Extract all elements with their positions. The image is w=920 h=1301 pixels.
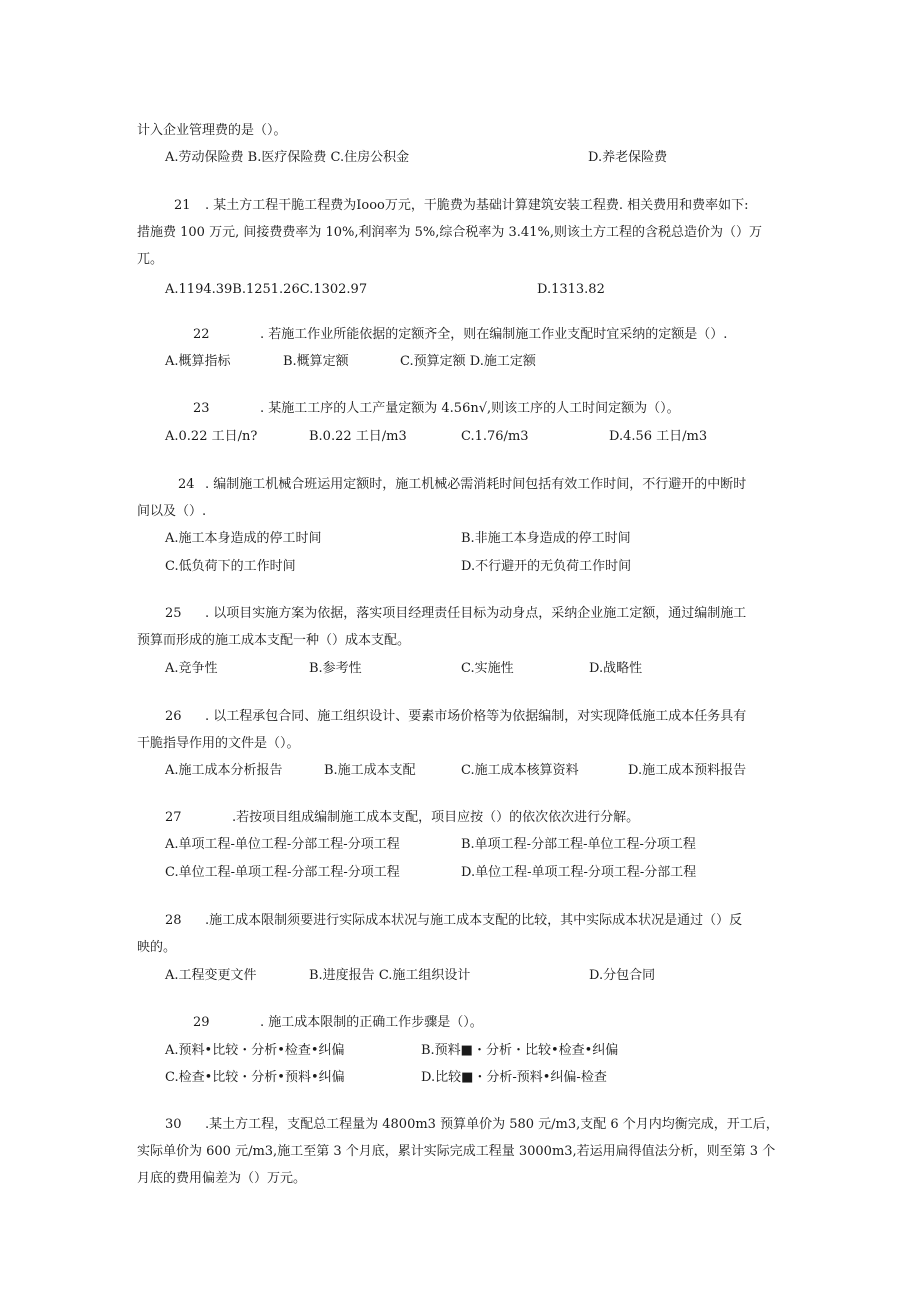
option-b: B.参考性 (309, 661, 362, 676)
question-number: 25 (165, 606, 182, 621)
option-a: A.概算指标 (165, 354, 231, 369)
question-text: 措施费 100 万元, 间接费费率为 10%,利润率为 5%,综合税率为 3.41%,则该土方工程的含税总造价为（）万 (137, 225, 762, 240)
question-number: 27 (165, 810, 182, 825)
question-text: . 以工程承包合同、施工组织设计、要素市场价格等为依据编制，对实现降低施工成本任务具有 (205, 709, 747, 724)
question-text: 映的。 (137, 940, 177, 955)
option-b: B.预料■・分析・比较•检查•纠偏 (421, 1043, 619, 1058)
option-d: D.分包合同 (589, 968, 656, 983)
option-a: A.单项工程-单位工程-分部工程-分项工程 (165, 837, 400, 852)
option-bc: B.进度报告 C.施工组织设计 (309, 968, 471, 983)
question-number: 24 (178, 477, 195, 492)
question-text: 兀。 (137, 252, 164, 267)
question-text: 干脆指导作用的文件是（）。 (137, 736, 300, 751)
question-text: 预算而形成的施工成本支配一种（）成本支配。 (137, 633, 411, 648)
option-d: D.4.56 工日/m3 (609, 429, 708, 444)
question-text: 实际单价为 600 元/m3,施工至第 3 个月底，累计实际完成工程量 3000m3,若运用扁得值法分析，则至第 3 个 (137, 1144, 776, 1159)
option-d: D.1313.82 (537, 282, 605, 297)
option-c: C.单位工程-单项工程-分部工程-分项工程 (165, 865, 400, 880)
option-d: D.比较■・分析-预料•纠偏-检查 (421, 1070, 607, 1085)
option-b: B.施工成本支配 (324, 763, 416, 778)
question-text: . 若施工作业所能依据的定额齐全，则在编制施工作业支配时宜采纳的定额是（）. (260, 327, 728, 342)
question-text: 间以及（）. (137, 504, 207, 519)
question-text: . 施工成本限制的正确工作步骤是（）。 (260, 1015, 483, 1030)
option-a: A.工程变更文件 (165, 968, 257, 983)
option-b: B.概算定额 (283, 354, 349, 369)
option-c: C.检查•比较・分析•预料•纠偏 (165, 1070, 345, 1085)
option-d: D.单位工程-单项工程-分项工程-分部工程 (461, 865, 697, 880)
question-number: 23 (193, 401, 210, 416)
option-c: C.1.76/m3 (461, 429, 529, 444)
question-number: 29 (193, 1015, 210, 1030)
option-b: B.单项工程-分部工程-单位工程-分项工程 (461, 837, 696, 852)
option-a: A.预料•比较・分析•检查•纠偏 (165, 1043, 345, 1058)
question-number: 28 (165, 913, 182, 928)
question-text: .某土方工程，支配总工程量为 4800m3 预算单价为 580 元/m3,支配 6 个月内均衡完成，开工后， (205, 1117, 779, 1132)
question-number: 22 (193, 327, 210, 342)
option-a: A.0.22 工日/n? (165, 429, 258, 444)
option-d: D.不行避开的无负荷工作时间 (461, 559, 632, 574)
question-text: . 某施工工序的人工产量定额为 4.56n√,则该工序的人工时间定额为（）。 (260, 401, 680, 416)
question-text: . 某土方工程干脆工程费为Iooo万元，干脆费为基础计算建筑安装工程费. 相关费用和费率如下: (205, 198, 749, 213)
intro-option-d: D.养老保险费 (588, 150, 668, 165)
option-c: C.施工成本核算资料 (461, 763, 579, 778)
question-text: . 编制施工机械合班运用定额时，施工机械必需消耗时间包括有效工作时间，不行避开的中断时 (205, 477, 747, 492)
option-a: A.施工本身造成的停工时间 (165, 531, 322, 546)
option-abc: A.1194.39B.1251.26C.1302.97 (165, 282, 368, 297)
option-a: A.竞争性 (165, 661, 218, 676)
option-cd: C.预算定额 D.施工定额 (400, 354, 536, 369)
question-text: . 以项目实施方案为依据，落实项目经理责任目标为动身点，采纳企业施工定额，通过编制施工 (205, 606, 747, 621)
option-d: D.战略性 (589, 661, 643, 676)
option-b: B.非施工本身造成的停工时间 (461, 531, 631, 546)
question-number: 26 (165, 709, 182, 724)
question-number: 30 (165, 1117, 182, 1132)
option-c: C.实施性 (461, 661, 514, 676)
intro-question-text: 计入企业管理费的是（）。 (137, 123, 287, 138)
question-text: .施工成本限制须要进行实际成本状况与施工成本支配的比较，其中实际成本状况是通过（）反 (205, 913, 743, 928)
question-text: 月底的费用偏差为（）万元。 (137, 1171, 307, 1186)
question-number: 21 (174, 198, 191, 213)
option-d: D.施工成本预料报告 (628, 763, 747, 778)
question-text: .若按项目组成编制施工成本支配，项目应按（）的依次依次进行分解。 (232, 810, 640, 825)
option-c: C.低负荷下的工作时间 (165, 559, 296, 574)
option-a: A.施工成本分析报告 (165, 763, 283, 778)
option-b: B.0.22 工日/m3 (309, 429, 407, 444)
intro-option-abc: A.劳动保险费 B.医疗保险费 C.住房公积金 (165, 150, 410, 165)
